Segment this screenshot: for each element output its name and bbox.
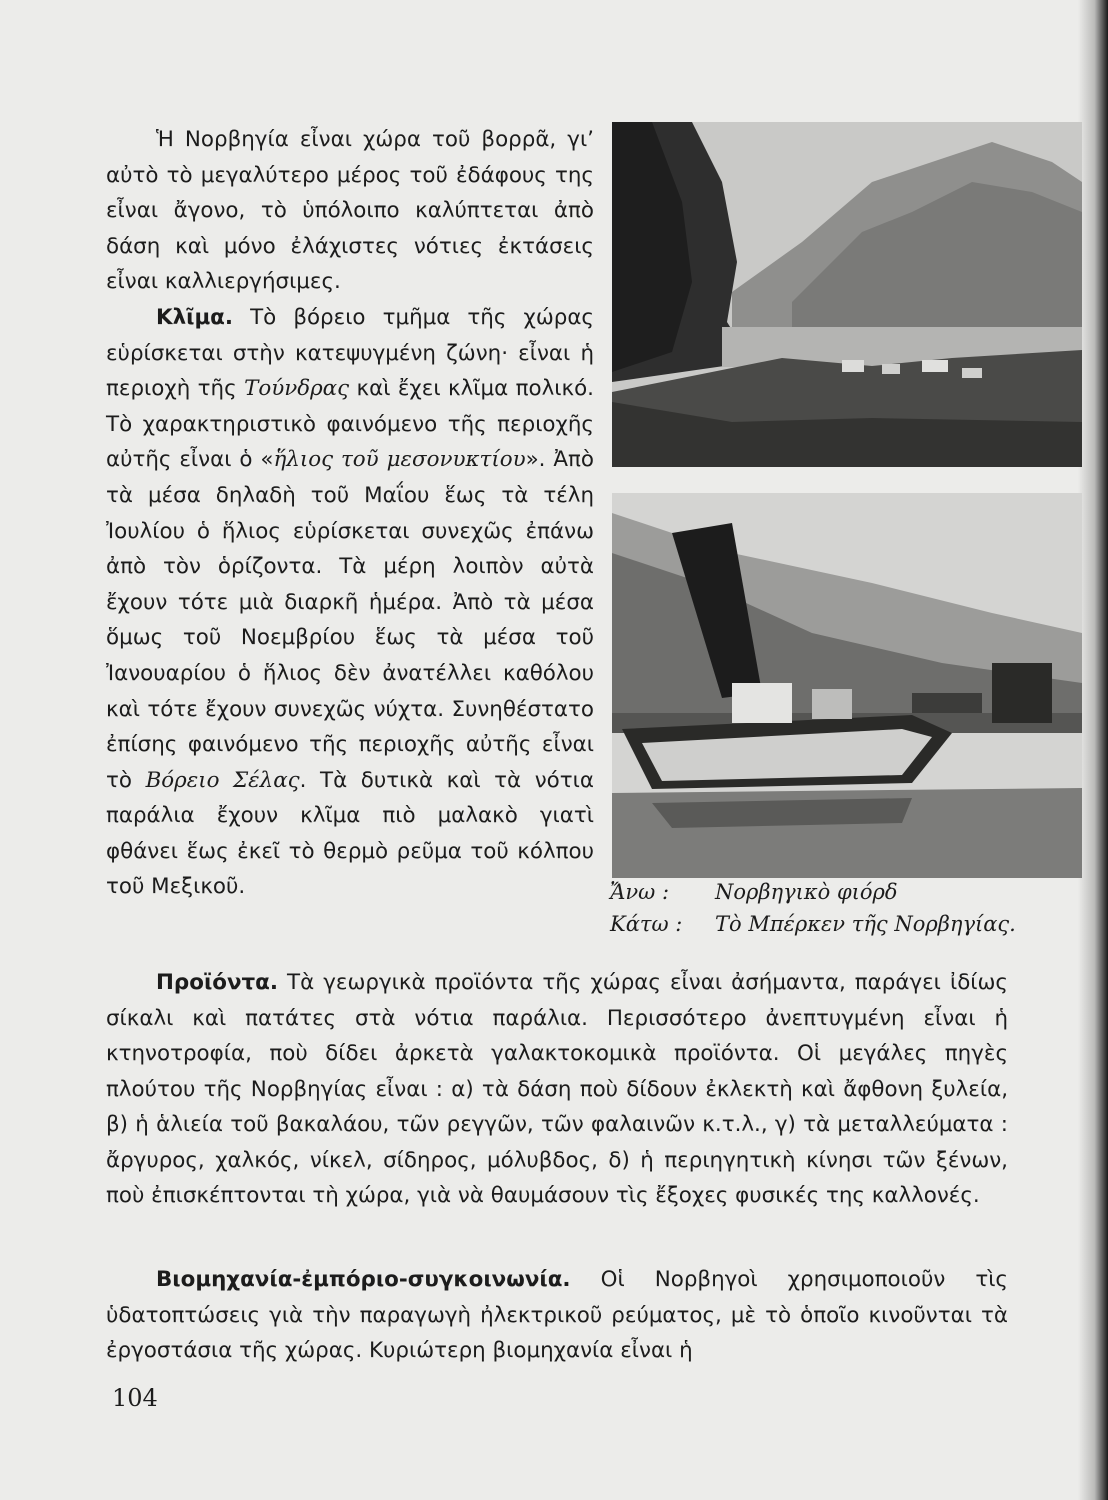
caption-bottom-key: Κάτω : bbox=[610, 912, 683, 936]
left-text-column bbox=[106, 122, 594, 905]
bergen-harbor-photo bbox=[612, 493, 1082, 878]
midnight-sun-term: ἥλιος τοῦ μεσονυκτίου bbox=[273, 447, 526, 473]
page-edge-shadow bbox=[1078, 0, 1108, 1500]
tundra-term: Τούνδρας bbox=[244, 376, 350, 402]
industry-section bbox=[106, 1262, 1008, 1369]
climate-paragraph bbox=[106, 300, 594, 905]
caption-top bbox=[610, 880, 1080, 904]
fjord-illustration bbox=[612, 122, 1082, 467]
harbor-illustration bbox=[612, 493, 1082, 878]
climate-text-1: Τὸ βόρειο τμῆμα τῆς χώρας εὑρίσκεται στὴν κατεψυγμένη ζώνη· εἶναι ἡ περιοχὴ τῆς bbox=[106, 304, 594, 402]
products-section bbox=[106, 965, 1008, 1214]
climate-text-4: . Τὰ δυτικὰ καὶ τὰ νότια παράλια ἔχουν κλῖμα πιὸ μαλακὸ γιατὶ φθάνει ἕως ἐκεῖ τὸ θερμὸ ρεῦμα τοῦ κόλπου τοῦ Μεξικοῦ. bbox=[106, 767, 594, 900]
industry-paragraph bbox=[106, 1262, 1008, 1369]
caption-bottom-text: Τὸ Μπέρκεν τῆς Νορβηγίας. bbox=[715, 912, 1016, 936]
caption-bottom bbox=[610, 912, 1080, 936]
industry-text: Οἱ Νορβηγοὶ χρησιμοποιοῦν τὶς ὑδατοπτώσεις γιὰ τὴν παραγωγὴ ἠλεκτρικοῦ ρεύματος, μὲ τὸ ὁποῖο κινοῦνται τὰ ἐργοστάσια τῆς χώρας. Κυριώτερη βιομηχανία εἶναι ἡ bbox=[106, 1267, 1008, 1363]
products-heading: Προϊόντα. bbox=[156, 970, 278, 995]
caption-top-text: Νορβηγικὸ φιόρδ bbox=[715, 880, 898, 904]
products-text: Τὰ γεωργικὰ προϊόντα τῆς χώρας εἶναι ἀσήμαντα, παράγει ἰδίως σίκαλι καὶ πατάτες στὰ νότια παράλια. Περισσότερο ἀνεπτυγμένη εἶναι ἡ κτηνοτροφία, ποὺ δίδει ἀρκετὰ γαλακτοκομικὰ προϊόντα. Οἱ μεγάλες πηγὲς πλούτου τῆς Νορβηγίας εἶναι : α) τὰ δάση ποὺ δίδουν ἐκλεκτὴ καὶ ἄφθονη ξυλεία, β) ἡ ἁλιεία τοῦ βακαλάου, τῶν ρεγγῶν, τῶν φαλαινῶν κ.τ.λ., γ) τὰ μεταλλεύματα : ἄργυρος, χαλκός, νίκελ, σίδηρος, μόλυβδος, δ) ἡ περιηγητικὴ κίνησι τῶν ξένων, ποὺ ἐπισκέπτονται τὴ χώρα, γιὰ νὰ θαυμάσουν τὶς ἔξοχες φυσικές της καλλονές. bbox=[106, 970, 1008, 1208]
climate-heading: Κλῖμα. bbox=[156, 304, 234, 330]
climate-text-2: καὶ ἔχει κλῖμα πολικό. Τὸ χαρακτηριστικὸ φαινόμενο τῆς περιοχῆς αὐτῆς εἶναι ὁ « bbox=[106, 376, 594, 473]
climate-text-3: ». Ἀπὸ τὰ μέσα δηλαδὴ τοῦ Μαΐου ἕως τὰ τέλη Ἰουλίου ὁ ἥλιος εὑρίσκεται συνεχῶς ἐπάνω ἀπὸ τὸν ὁρίζοντα. Τὰ μέρη λοιπὸν αὐτὰ ἔχουν τότε μιὰ διαρκῆ ἡμέρα. Ἀπὸ τὰ μέσα ὅμως τοῦ Νοεμβρίου ἕως τὰ μέσα τοῦ Ἰανουαρίου ὁ ἥλιος δὲν ἀνατέλλει καθόλου καὶ τότε ἔχουν συνεχῶς νύχτα. Συνηθέστατο ἐπίσης φαινόμενο τῆς περιοχῆς αὐτῆς εἶναι τὸ bbox=[106, 447, 594, 793]
page-number: 104 bbox=[112, 1384, 158, 1412]
fjord-photo bbox=[612, 122, 1082, 467]
products-paragraph bbox=[106, 965, 1008, 1214]
industry-heading: Βιομηχανία-ἐμπόριο-συγκοινωνία. bbox=[156, 1267, 571, 1292]
aurora-term: Βόρειο Σέλας bbox=[145, 767, 300, 793]
intro-paragraph: Ἡ Νορβηγία εἶναι χώρα τοῦ βορρᾶ, γι’ αὐτὸ τὸ μεγαλύτερο μέρος τοῦ ἐδάφους της εἶναι ἄγονο, τὸ ὑπόλοιπο καλύπτεται ἀπὸ δάση καὶ μόνο ἐλάχιστες νότιες ἐκτάσεις εἶναι καλλιεργήσιμες. bbox=[106, 127, 594, 295]
caption-top-key: Ἄνω : bbox=[610, 880, 670, 904]
